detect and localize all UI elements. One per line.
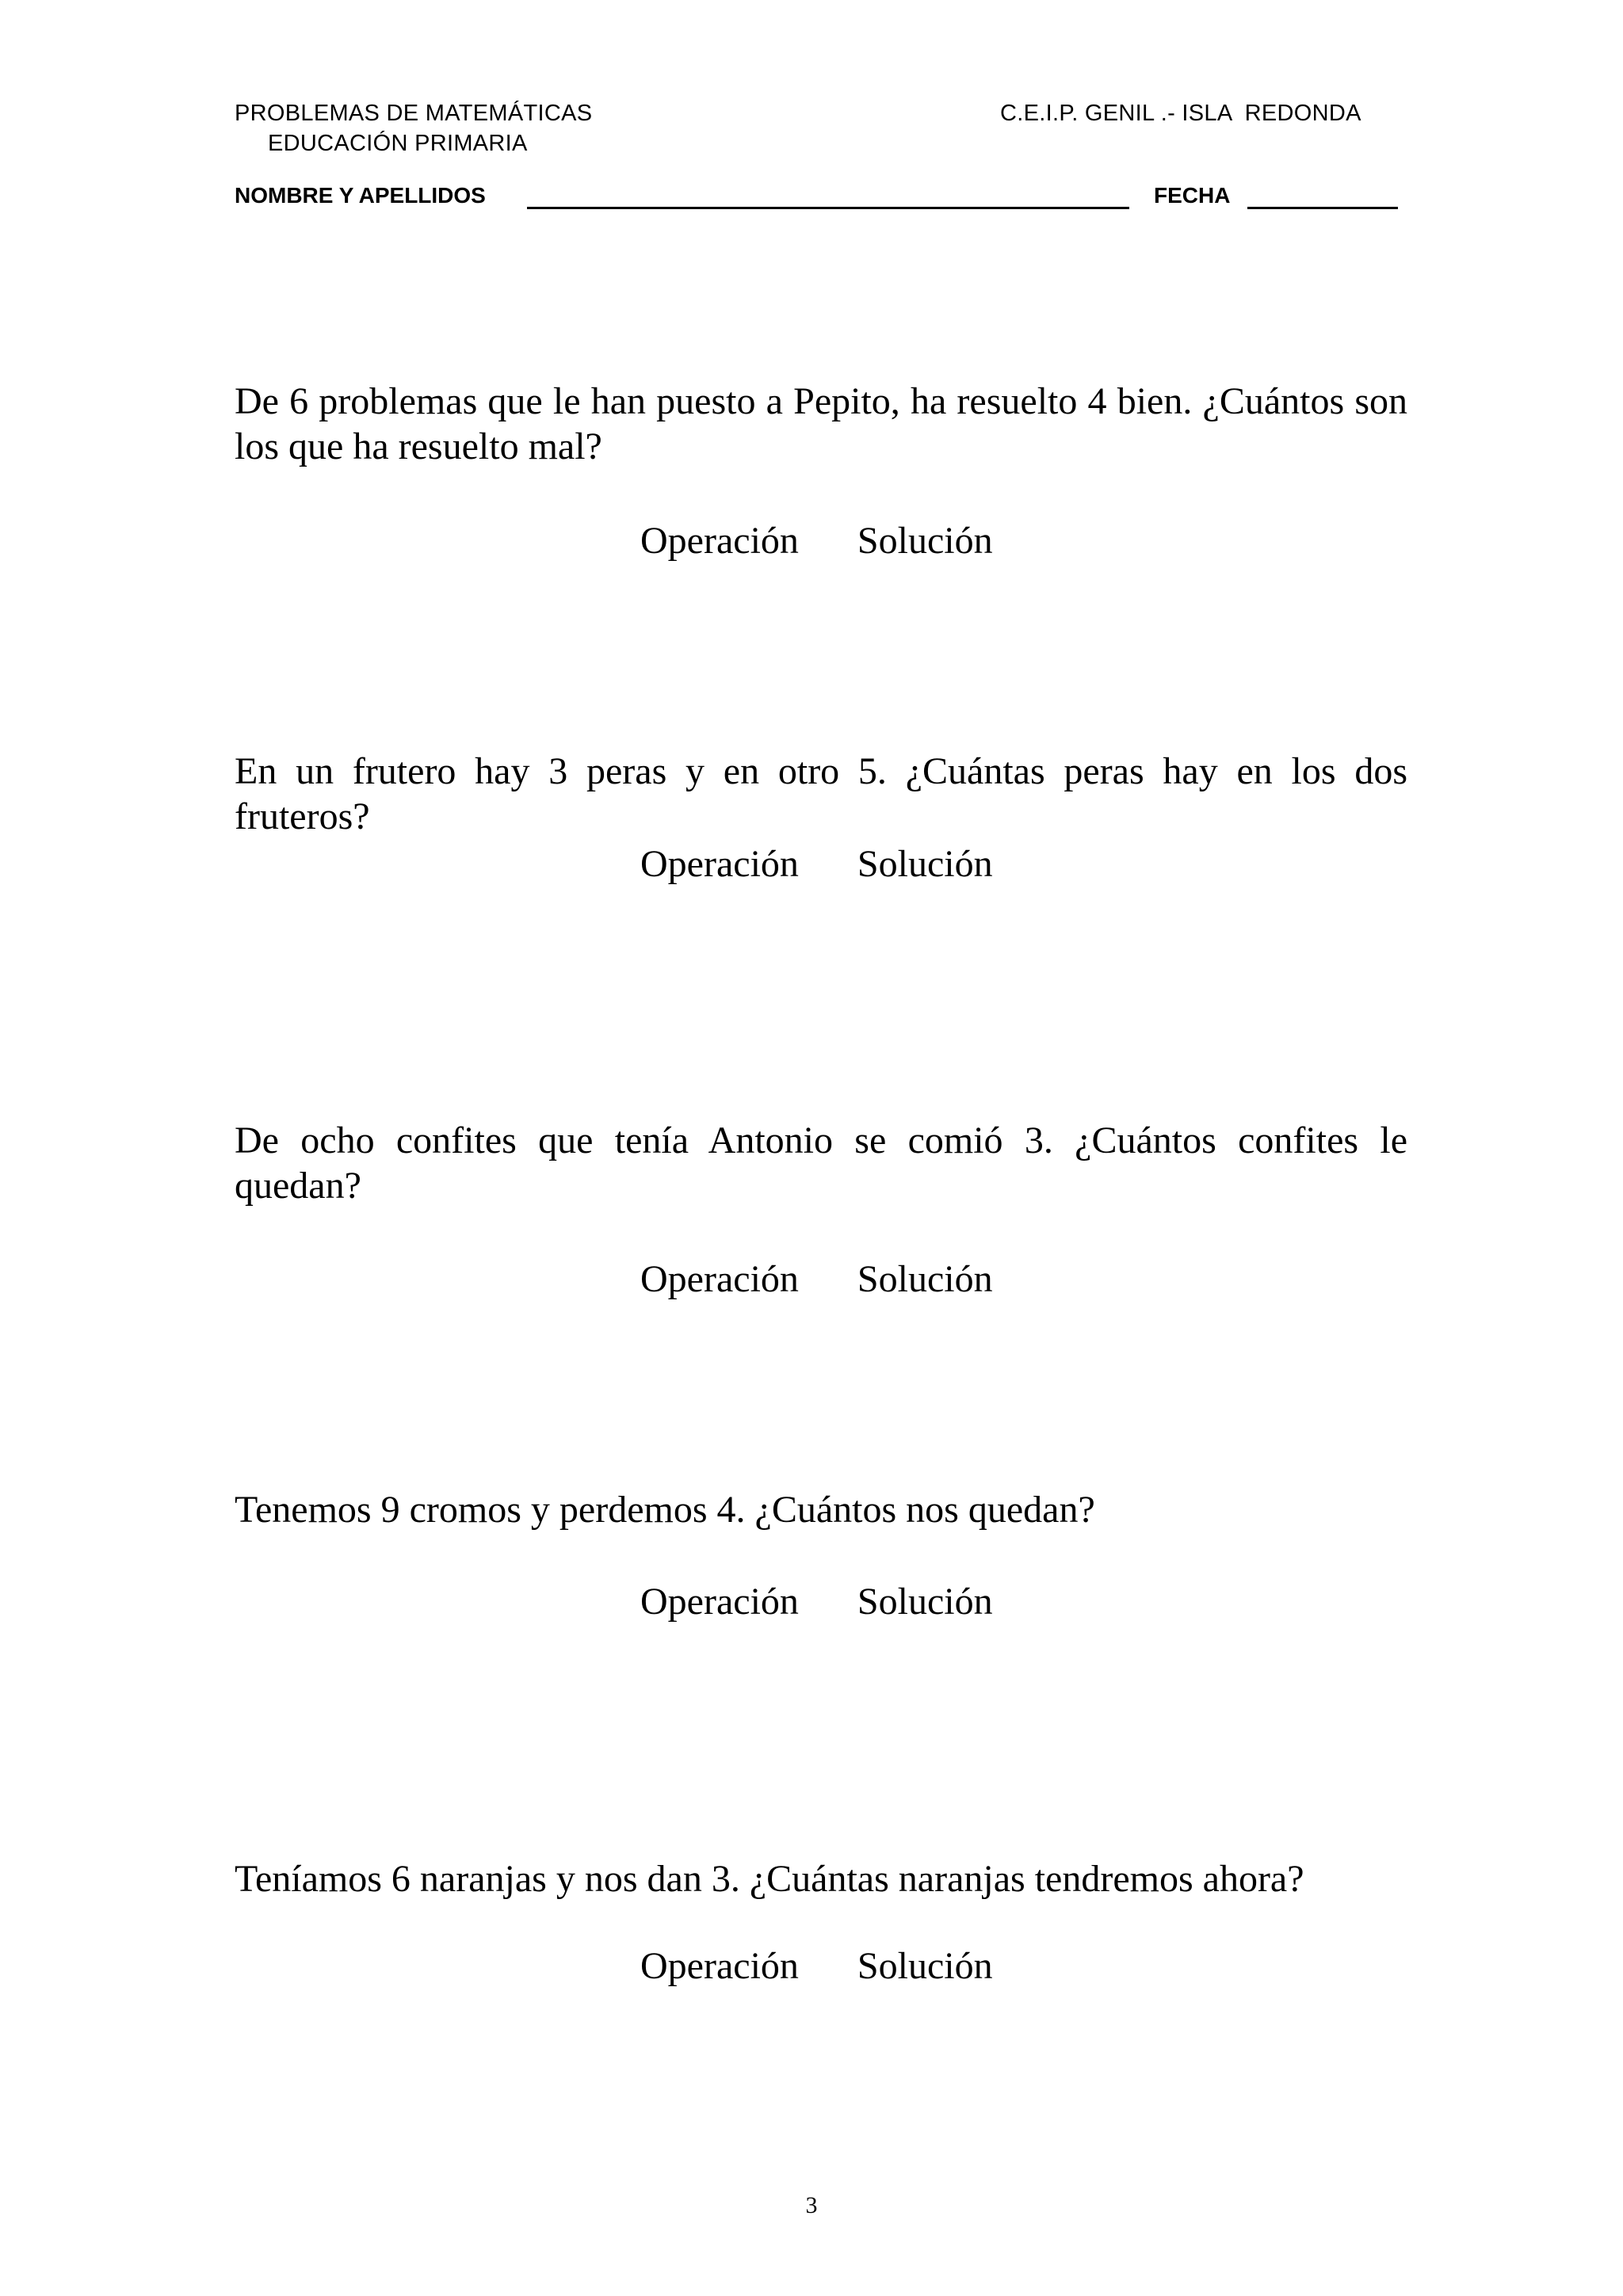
date-blank-line[interactable]	[1247, 207, 1398, 209]
student-info-row	[235, 181, 1400, 213]
solution-label: Solución	[857, 1581, 993, 1623]
solution-label: Solución	[857, 520, 993, 562]
operation-label: Operación	[640, 1258, 799, 1300]
problem-3-answer-labels	[640, 1257, 993, 1302]
header-school: C.E.I.P. GENIL .- ISLA REDONDA	[1000, 101, 1361, 126]
name-label: NOMBRE Y APELLIDOS	[235, 183, 486, 208]
header-title: PROBLEMAS DE MATEMÁTICAS	[235, 101, 593, 126]
operation-label: Operación	[640, 843, 799, 885]
problem-5-text: Teníamos 6 naranjas y nos dan 3. ¿Cuántas naranjas tendremos ahora?	[235, 1858, 1304, 1900]
problem-3-text: De ocho confites que tenía Antonio se comió 3. ¿Cuántos confites le quedan?	[235, 1119, 1407, 1207]
problem-1-text: De 6 problemas que le han puesto a Pepito, ha resuelto 4 bien. ¿Cuántos son los que ha resuelto mal?	[235, 380, 1407, 467]
problem-2-text: En un frutero hay 3 peras y en otro 5. ¿Cuántas peras hay en los dos fruteros?	[235, 750, 1407, 837]
operation-label: Operación	[640, 1581, 799, 1623]
problem-5-answer-labels	[640, 1943, 993, 1989]
date-label: FECHA	[1154, 183, 1231, 208]
solution-label: Solución	[857, 1945, 993, 1987]
problem-2-answer-labels	[640, 841, 993, 887]
header-title-block	[235, 98, 592, 158]
problem-1-answer-labels	[640, 518, 993, 563]
operation-label: Operación	[640, 1945, 799, 1987]
operation-label: Operación	[640, 520, 799, 562]
solution-label: Solución	[857, 1258, 993, 1300]
name-blank-line[interactable]	[527, 207, 1129, 209]
problem-4-text: Tenemos 9 cromos y perdemos 4. ¿Cuántos nos quedan?	[235, 1489, 1095, 1531]
header-subtitle: EDUCACIÓN PRIMARIA	[268, 131, 528, 156]
page-number: 3	[805, 2192, 818, 2218]
problem-4-answer-labels	[640, 1579, 993, 1624]
solution-label: Solución	[857, 843, 993, 885]
